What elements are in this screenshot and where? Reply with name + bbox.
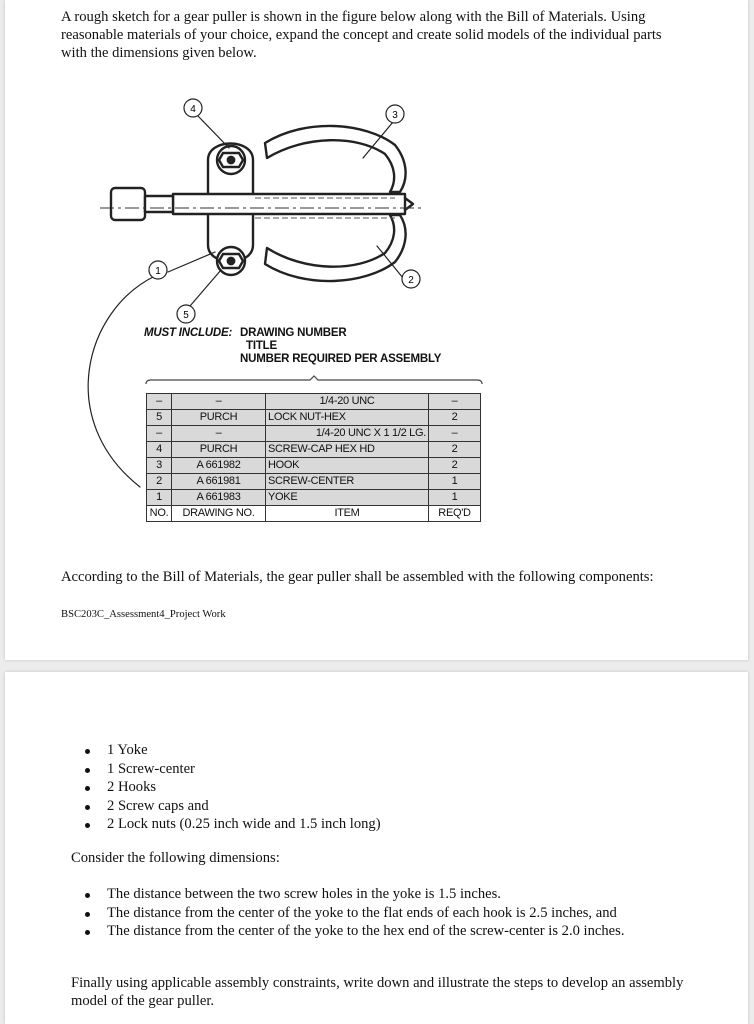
balloon-5-label: 5	[183, 310, 189, 321]
list-item-text: 1 Yoke	[107, 742, 148, 758]
consider-paragraph: Consider the following dimensions:	[71, 850, 280, 866]
table-row	[147, 442, 481, 458]
balloon-2-label: 2	[408, 275, 414, 286]
must-include-item: TITLE	[246, 340, 277, 352]
intro-line: reasonable materials of your choice, expand the concept and create solid models of the individual parts	[61, 27, 662, 43]
according-paragraph: According to the Bill of Materials, the gear puller shall be assembled with the following components:	[61, 569, 654, 585]
hook-top-outline	[265, 126, 406, 192]
bom-drawing-cell: A 661983	[172, 490, 266, 506]
bom-drawing-cell: A 661982	[172, 458, 266, 474]
bom-item-cell: SCREW-CAP HEX HD	[266, 442, 429, 458]
list-item-text: 2 Hooks	[107, 779, 157, 795]
table-row	[147, 458, 481, 474]
bom-drawing-cell: –	[172, 426, 266, 442]
bom-reqd-cell: –	[429, 394, 481, 410]
bom-item-cell: HOOK	[266, 458, 429, 474]
list-item-text: The distance between the two screw holes in the yoke is 1.5 inches.	[107, 886, 501, 902]
bom-header-item: ITEM	[266, 506, 429, 522]
document-page-2	[5, 672, 748, 1024]
must-include-label: MUST INCLUDE:	[144, 327, 233, 339]
balloon-1-label: 1	[155, 266, 161, 277]
list-item-text: The distance from the center of the yoke to the flat ends of each hook is 2.5 inches, and	[107, 904, 617, 921]
list-item-text: 2 Screw caps and	[107, 797, 209, 814]
bom-header-reqd: REQ'D	[429, 506, 481, 522]
bom-drawing-cell: A 661981	[172, 474, 266, 490]
table-row	[147, 410, 481, 426]
bom-drawing-cell: PURCH	[172, 410, 266, 426]
table-header-row	[147, 506, 481, 522]
table-row	[147, 394, 481, 410]
list-item	[71, 905, 624, 924]
must-include-item: DRAWING NUMBER	[240, 327, 347, 339]
list-item-text: The distance from the center of the yoke to the hex end of the screw-center is 2.0 inches.	[107, 923, 625, 939]
bom-no-cell: –	[147, 426, 172, 442]
bom-reqd-cell: 2	[429, 442, 481, 458]
bom-reqd-cell: 2	[429, 458, 481, 474]
bullet-icon	[85, 805, 90, 810]
list-item	[71, 923, 624, 942]
bullet-icon	[85, 912, 90, 917]
bullet-icon	[85, 930, 90, 935]
bullet-icon	[85, 893, 90, 898]
screw-neck	[145, 196, 173, 212]
bill-of-materials-table	[146, 393, 481, 522]
bom-drawing-cell: –	[172, 394, 266, 410]
balloon-4-label: 4	[190, 104, 196, 115]
list-item-text: 1 Screw-center	[107, 760, 195, 777]
finally-paragraph: Finally using applicable assembly constraints, write down and illustrate the steps to develop an assembly model of the gear puller.	[71, 975, 684, 1009]
list-item	[71, 761, 381, 780]
list-item	[71, 798, 381, 817]
dimensions-list	[71, 886, 624, 942]
screw-hex-end	[111, 188, 145, 220]
bom-reqd-cell: 1	[429, 474, 481, 490]
bullet-icon	[85, 823, 90, 828]
bom-reqd-cell: 1	[429, 490, 481, 506]
bom-no-cell: 4	[147, 442, 172, 458]
document-page-1	[5, 0, 748, 660]
must-include-item: NUMBER REQUIRED PER ASSEMBLY	[240, 353, 442, 365]
list-item-text: 2 Lock nuts (0.25 inch wide and 1.5 inch long)	[107, 816, 381, 832]
list-item	[71, 886, 624, 905]
table-row	[147, 490, 481, 506]
table-row	[147, 426, 481, 442]
bom-bracket	[146, 376, 482, 384]
bom-item-cell: 1/4-20 UNC	[266, 394, 429, 410]
list-item	[71, 779, 381, 798]
bom-drawing-cell: PURCH	[172, 442, 266, 458]
bullet-icon	[85, 786, 90, 791]
bom-no-cell: 2	[147, 474, 172, 490]
intro-line: with the dimensions given below.	[61, 45, 257, 61]
bom-item-cell: 1/4-20 UNC X 1 1/2 LG.	[266, 426, 429, 442]
bom-no-cell: 3	[147, 458, 172, 474]
table-row	[147, 474, 481, 490]
bom-no-cell: 1	[147, 490, 172, 506]
bom-reqd-cell: –	[429, 426, 481, 442]
hook-bottom-outline	[265, 215, 406, 281]
bom-item-cell: SCREW-CENTER	[266, 474, 429, 490]
components-list	[71, 742, 381, 835]
bom-reqd-cell: 2	[429, 410, 481, 426]
intro-line: A rough sketch for a gear puller is shown in the figure below along with the Bill of Materials. Using	[61, 9, 646, 25]
bom-header-no: NO.	[147, 506, 172, 522]
list-item	[71, 816, 381, 835]
list-item	[71, 742, 381, 761]
must-include-note	[144, 327, 442, 365]
screw-center-body	[173, 194, 405, 214]
bullet-icon	[85, 749, 90, 754]
bom-no-cell: 5	[147, 410, 172, 426]
bullet-icon	[85, 768, 90, 773]
bom-header-drawing: DRAWING NO.	[172, 506, 266, 522]
bom-no-cell: –	[147, 394, 172, 410]
bom-item-cell: LOCK NUT-HEX	[266, 410, 429, 426]
balloon-3-label: 3	[392, 110, 398, 121]
bom-item-cell: YOKE	[266, 490, 429, 506]
page-footer: BSC203C_Assessment4_Project Work	[61, 609, 226, 620]
